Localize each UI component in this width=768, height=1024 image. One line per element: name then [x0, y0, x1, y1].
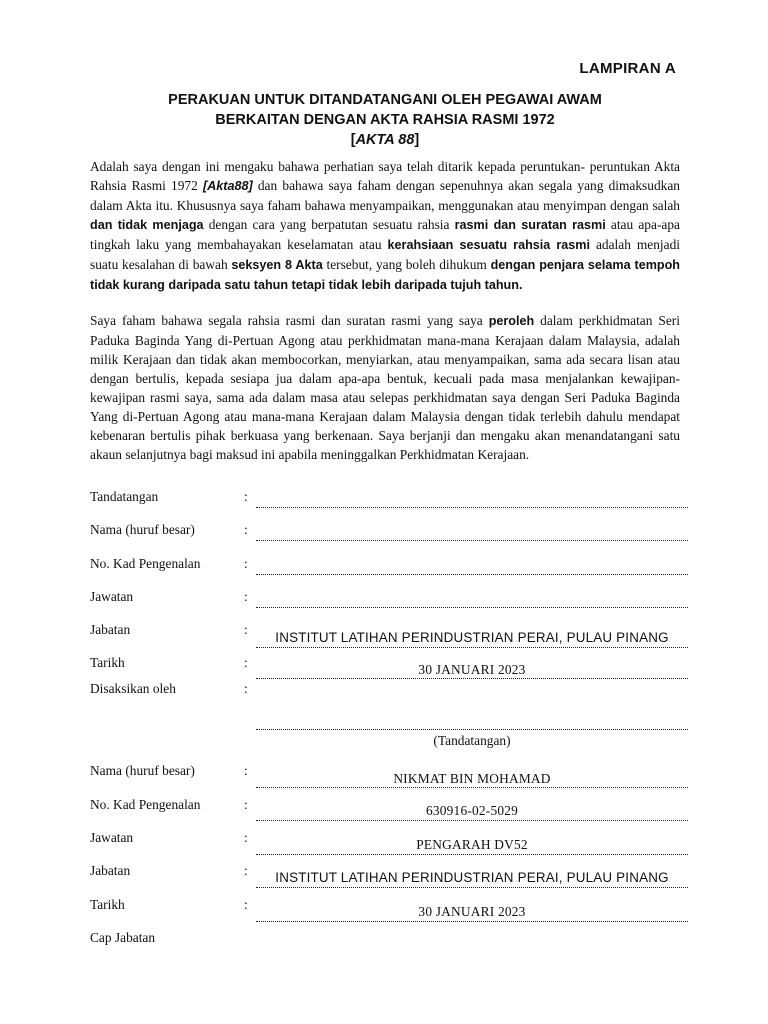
- para1-text-1: Adalah saya dengan ini mengaku bahawa perhatian saya telah ditarik kepada peruntukan- peruntukan Akta Rahsia Rasmi 1972: [90, 159, 680, 193]
- colon: :: [244, 863, 248, 878]
- para1-text-2: dan bahawa saya faham dengan sepenuhnya akan segala yang dimaksudkan dalam Akta itu. Khususnya saya faham bahawa menyampaikan, menggunakan atau menyimpan dengan salah: [90, 178, 680, 213]
- department-stamp-label: Cap Jabatan: [90, 930, 156, 945]
- para2-bold-1: peroleh: [488, 314, 535, 328]
- witness-position-label: Jawatan: [90, 830, 134, 845]
- department-label: Jabatan: [90, 622, 131, 637]
- name-label: Nama (huruf besar): [90, 522, 195, 537]
- signature-label: Tandatangan: [90, 489, 159, 504]
- colon: :: [244, 797, 248, 812]
- document-title: [90, 90, 680, 150]
- name-field[interactable]: [256, 540, 688, 541]
- witness-name-row: [90, 763, 688, 787]
- para2-text-2: dalam perkhidmatan Seri Paduka Baginda Yang di-Pertuan Agong atau perkhidmatan mana-mana Kerajaan dalam Malaysia, adalah milik Kerajaan dan tidak akan membocorkan, menyiarkan, atau menyampaikan, sama ada secara lisan atau dengan bertulis, kepada sesiapa jua dalam apa-apa bentuk, kecuali pada masa menjalankan kewajipan-kewajipan rasmi saya, sama ada dalam masa atau selepas perkhidmatan saya dengan Seri Paduka Baginda Yang di-Pertuan Agong atau mana-mana Kerajaan dalam Malaysia dengan tidak terlebih dahulu mendapat kebenaran bertulis pihak berkuasa yang berkenaan. Saya berjanji dan mengaku akan menandatangani satu akaun selanjutnya bagi maksud ini apabila meninggalkan Perkhidmatan Kerajaan.: [90, 313, 680, 462]
- declaration-paragraph-1: [90, 157, 680, 295]
- date-label: Tarikh: [90, 655, 125, 670]
- para1-bold-6: dengan penjara selama tempoh tidak kurang daripada satu tahun tetapi tidak lebih daripada tujuh tahun.: [90, 258, 680, 292]
- witness-date-value[interactable]: 30 JANUARI 2023: [418, 904, 526, 919]
- witness-ic-label: No. Kad Pengenalan: [90, 797, 201, 812]
- witness-position-value[interactable]: PENGARAH DV52: [416, 837, 528, 852]
- para1-bold-4: kerahsiaan sesuatu rahsia rasmi: [387, 238, 590, 252]
- department-row: [90, 622, 688, 646]
- witness-signature-field[interactable]: [256, 729, 688, 730]
- annex-label: LAMPIRAN A: [579, 60, 676, 77]
- declaration-paragraph-2: [90, 311, 680, 464]
- witness-date-label: Tarikh: [90, 897, 125, 912]
- stamp-row: [90, 930, 688, 954]
- signature-field[interactable]: [256, 507, 688, 508]
- colon: :: [244, 681, 248, 696]
- witnessed-by-row: [90, 681, 688, 705]
- signature-row: [90, 489, 688, 513]
- para1-text-5: adalah menjadi suatu kesalahan di bawah: [90, 237, 680, 272]
- date-field-line: [256, 678, 688, 679]
- title-act: AKTA 88: [355, 132, 415, 148]
- witness-department-label: Jabatan: [90, 863, 131, 878]
- witness-department-row: [90, 863, 688, 887]
- colon: :: [244, 622, 248, 637]
- colon: :: [244, 897, 248, 912]
- colon: :: [244, 489, 248, 504]
- name-row: [90, 522, 688, 546]
- position-label: Jawatan: [90, 589, 134, 604]
- para1-text-3: dengan cara yang berpatutan sesuatu rahsia: [203, 217, 455, 232]
- para1-text-4: atau apa-apa tingkah laku yang membahayakan keselamatan atau: [90, 217, 680, 252]
- witness-ic-value[interactable]: 630916-02-5029: [425, 803, 519, 818]
- title-bracket-open: [: [350, 132, 356, 148]
- colon: :: [244, 556, 248, 571]
- witnessed-by-label: Disaksikan oleh: [90, 681, 176, 696]
- date-value[interactable]: 30 JANUARI 2023: [418, 662, 526, 677]
- para1-bold-5: seksyen 8 Akta: [231, 258, 323, 272]
- witness-ic-line: [256, 820, 688, 821]
- title-line-3: [90, 130, 680, 150]
- colon: :: [244, 589, 248, 604]
- witness-date-line: [256, 921, 688, 922]
- witness-signature-caption: (Tandatangan): [433, 733, 511, 748]
- position-field[interactable]: [256, 607, 688, 608]
- ic-label: No. Kad Pengenalan: [90, 556, 201, 571]
- witness-position-line: [256, 854, 688, 855]
- witness-name-value[interactable]: NIKMAT BIN MOHAMAD: [393, 771, 551, 786]
- ic-field[interactable]: [256, 574, 688, 575]
- title-line-1: PERAKUAN UNTUK DITANDATANGANI OLEH PEGAWAI AWAM: [168, 92, 602, 108]
- witness-name-line: [256, 787, 688, 788]
- witness-name-label: Nama (huruf besar): [90, 763, 195, 778]
- para1-bold-1: [Akta88]: [202, 179, 253, 193]
- title-bracket-close: ]: [414, 132, 420, 148]
- para1-bold-3: rasmi dan suratan rasmi: [454, 218, 606, 232]
- witness-department-value[interactable]: INSTITUT LATIHAN PERINDUSTRIAN PERAI, PULAU PINANG: [275, 870, 669, 885]
- para2-text-1: Saya faham bahawa segala rahsia rasmi dan suratan rasmi yang saya: [90, 313, 489, 328]
- department-field-line: [256, 647, 688, 648]
- position-row: [90, 589, 688, 613]
- witness-date-row: [90, 897, 688, 921]
- witness-department-line: [256, 887, 688, 888]
- colon: :: [244, 830, 248, 845]
- colon: :: [244, 655, 248, 670]
- witness-position-row: [90, 830, 688, 854]
- date-row: [90, 655, 688, 679]
- colon: :: [244, 763, 248, 778]
- title-line-2: BERKAITAN DENGAN AKTA RAHSIA RASMI 1972: [215, 112, 555, 128]
- ic-row: [90, 556, 688, 580]
- para1-text-6: tersebut, yang boleh dihukum: [322, 257, 491, 272]
- department-value[interactable]: INSTITUT LATIHAN PERINDUSTRIAN PERAI, PULAU PINANG: [275, 630, 669, 645]
- para1-bold-2: dan tidak menjaga: [90, 218, 204, 232]
- colon: :: [244, 522, 248, 537]
- witness-ic-row: [90, 797, 688, 821]
